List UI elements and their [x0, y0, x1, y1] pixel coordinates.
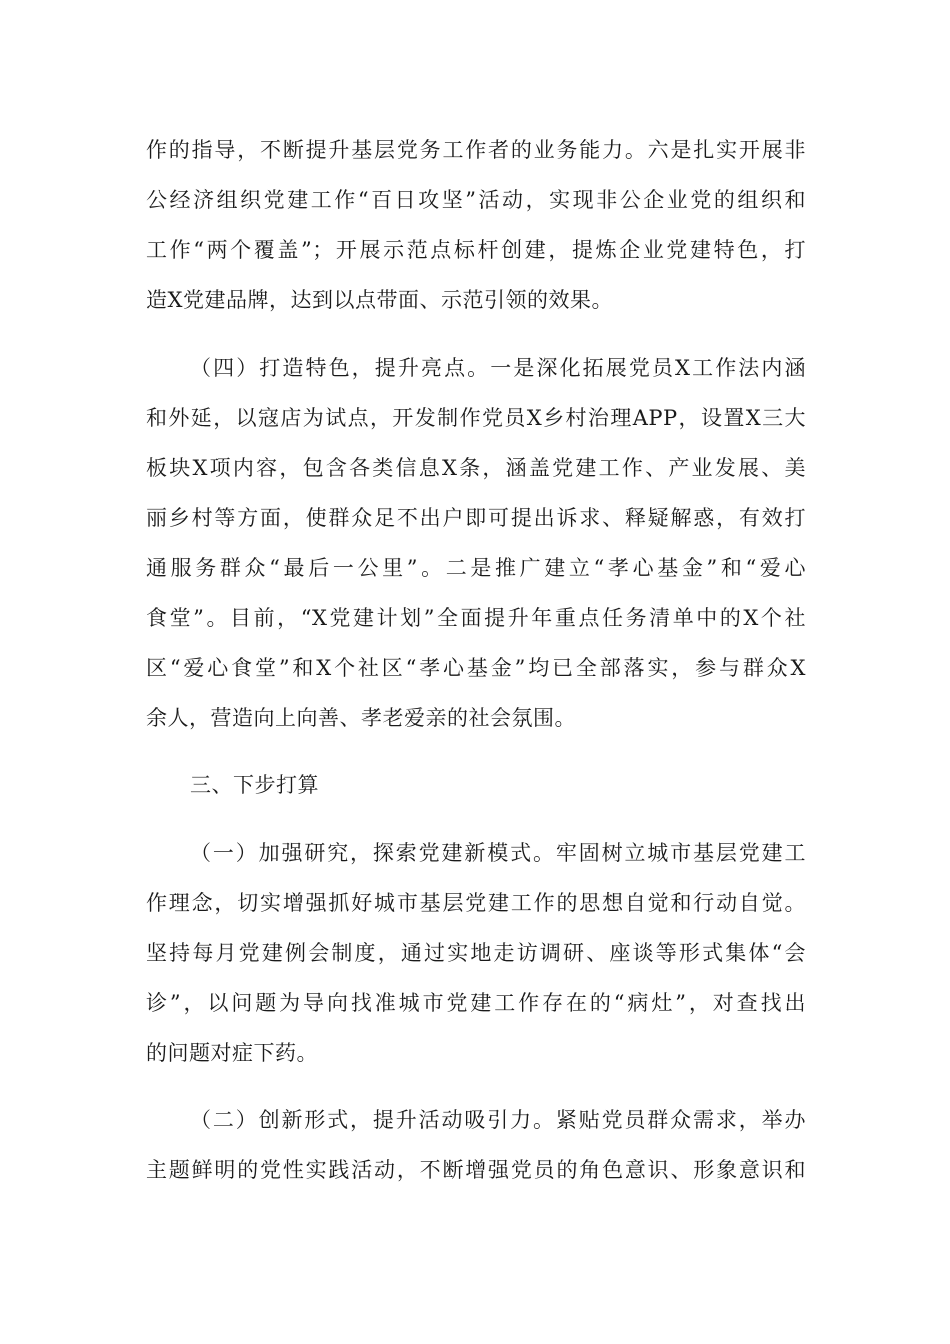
text-line: 板块X项内容，包含各类信息X条，涵盖党建工作、产业发展、美	[146, 456, 806, 480]
paragraph-first-line: （二）创新形式，提升活动吸引力。紧贴党员群众需求，举办	[190, 1108, 806, 1132]
text-line: 的问题对症下药。	[146, 1041, 318, 1065]
text-line: 坚持每月党建例会制度，通过实地走访调研、座谈等形式集体“会	[146, 941, 806, 965]
text-line: 余人，营造向上向善、孝老爱亲的社会氛围。	[146, 706, 576, 730]
section-heading: 三、下步打算	[190, 773, 319, 797]
text-line: 主题鲜明的党性实践活动，不断增强党员的角色意识、形象意识和	[146, 1158, 806, 1182]
text-line: 造X党建品牌，达到以点带面、示范引领的效果。	[146, 288, 613, 312]
text-line: 工作“两个覆盖”；开展示范点标杆创建，提炼企业党建特色，打	[146, 238, 806, 262]
text-line: 公经济组织党建工作“百日攻坚”活动，实现非公企业党的组织和	[146, 188, 806, 212]
text-line: 作的指导，不断提升基层党务工作者的业务能力。六是扎实开展非	[146, 138, 806, 162]
text-line: 丽乡村等方面，使群众足不出户即可提出诉求、释疑解惑，有效打	[146, 506, 806, 530]
text-line: 诊”，以问题为导向找准城市党建工作存在的“病灶”，对查找出	[146, 991, 806, 1015]
text-line: 作理念，切实增强抓好城市基层党建工作的思想自觉和行动自觉。	[146, 891, 806, 915]
paragraph-first-line: （一）加强研究，探索党建新模式。牢固树立城市基层党建工	[190, 841, 806, 865]
text-line: 通服务群众“最后一公里”。二是推广建立“孝心基金”和“爱心	[146, 556, 806, 580]
text-line: 和外延，以寇店为试点，开发制作党员X乡村治理APP，设置X三大	[146, 406, 806, 430]
paragraph-first-line: （四）打造特色，提升亮点。一是深化拓展党员X工作法内涵	[190, 356, 806, 380]
text-line: 食堂”。目前，“X党建计划”全面提升年重点任务清单中的X个社	[146, 606, 806, 630]
text-line: 区“爱心食堂”和X个社区“孝心基金”均已全部落实，参与群众X	[146, 656, 806, 680]
